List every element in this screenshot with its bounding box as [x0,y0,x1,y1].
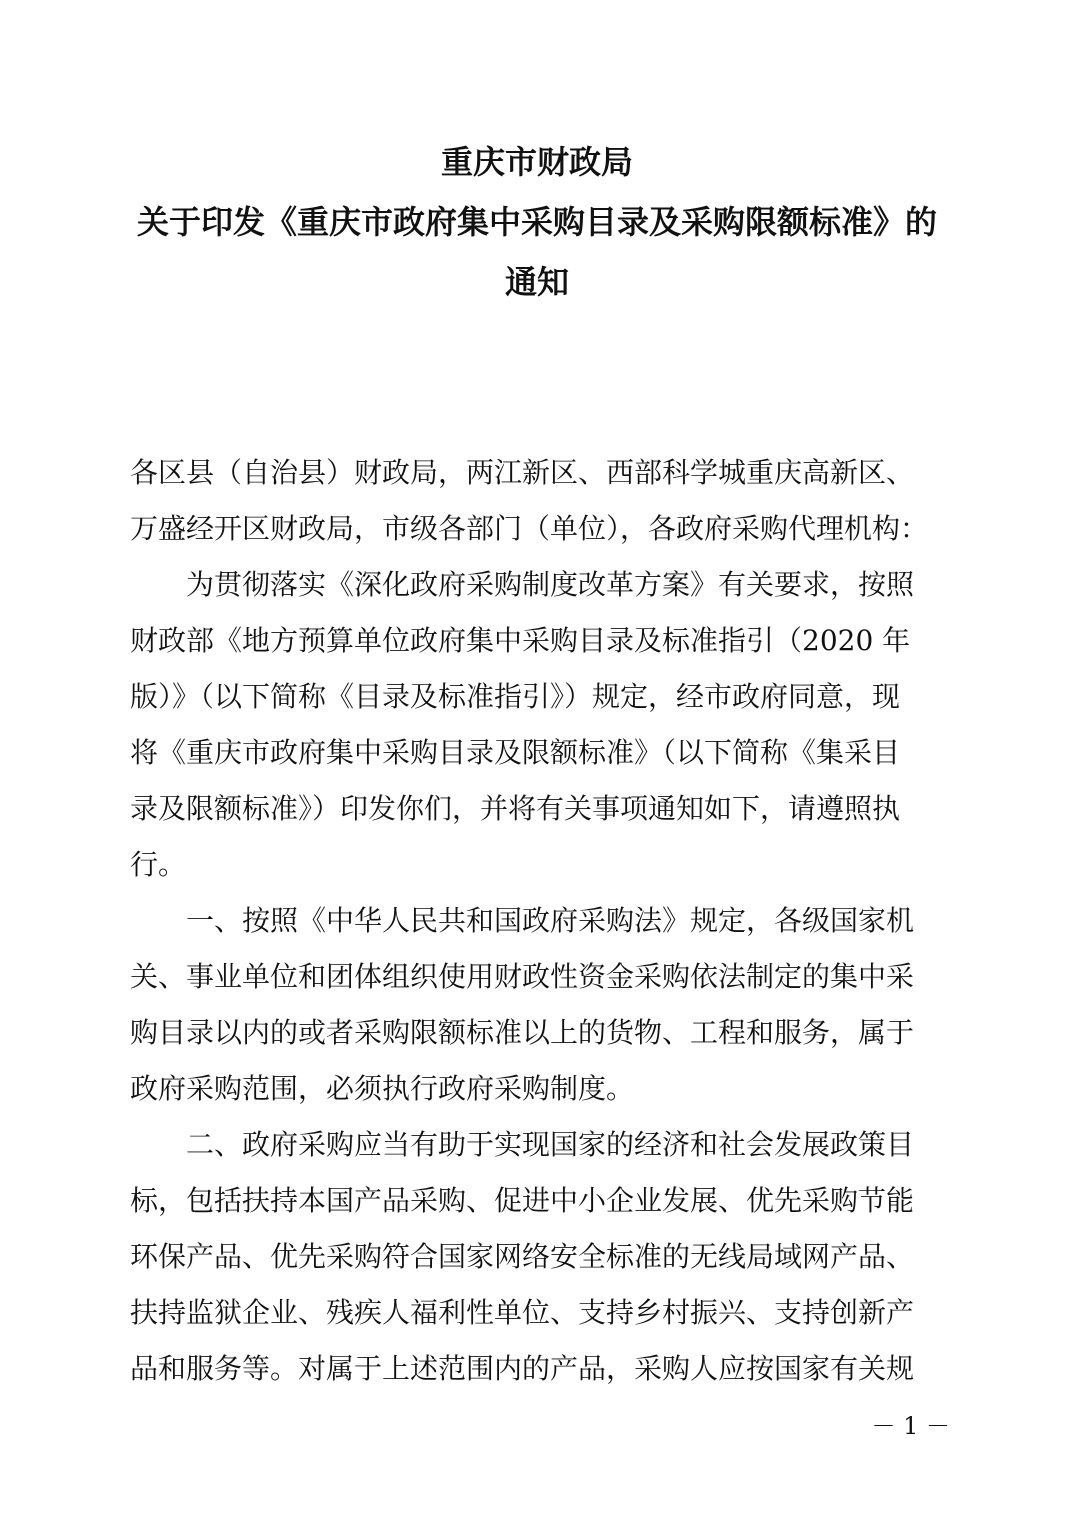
body-line: 行。 [130,848,187,881]
body-line: 扶持监狱企业、残疾人福利性单位、支持乡村振兴、支持创新产 [130,1296,915,1329]
body-line: 万盛经开区财政局，市级各部门（单位），各政府采购代理机构： [130,512,929,545]
body-line: 将《重庆市政府集中采购目录及限额标准》（以下简称《集采目 [130,736,901,769]
body-line: 财政部《地方预算单位政府集中采购目录及标准指引（2020 年 [130,624,911,657]
body-line: 关、事业单位和团体组织使用财政性资金采购依法制定的集中采 [130,960,915,993]
body-line: 录及限额标准》）印发你们，并将有关事项通知如下，请遵照执 [130,792,901,825]
page-number: － 1 － [871,1412,950,1440]
title-line-notice: 通知 [504,263,569,301]
body-line: 政府采购范围，必须执行政府采购制度。 [130,1072,635,1105]
title-line-subject: 关于印发《重庆市政府集中采购目录及采购限额标准》的 [136,203,937,241]
body-line: 版）》（以下简称《目录及标准指引》）规定，经市政府同意，现 [130,680,901,713]
title-line-issuer: 重庆市财政局 [440,143,633,181]
body-line: 环保产品、优先采购符合国家网络安全标准的无线局域网产品、 [130,1240,915,1273]
body-line: 标，包括扶持本国产品采购、促进中小企业发展、优先采购节能 [130,1184,915,1217]
body-line: 一、按照《中华人民共和国政府采购法》规定，各级国家机 [130,904,915,937]
body-line: 品和服务等。对属于上述范围内的产品，采购人应按国家有关规 [130,1352,915,1385]
body-line: 各区县（自治县）财政局，两江新区、西部科学城重庆高新区、 [130,456,915,489]
body-line: 二、政府采购应当有助于实现国家的经济和社会发展政策目 [130,1128,915,1161]
body-line: 为贯彻落实《深化政府采购制度改革方案》有关要求，按照 [130,568,915,601]
body-line: 购目录以内的或者采购限额标准以上的货物、工程和服务，属于 [130,1016,915,1049]
document-body [130,445,940,1397]
document-title [100,132,974,312]
